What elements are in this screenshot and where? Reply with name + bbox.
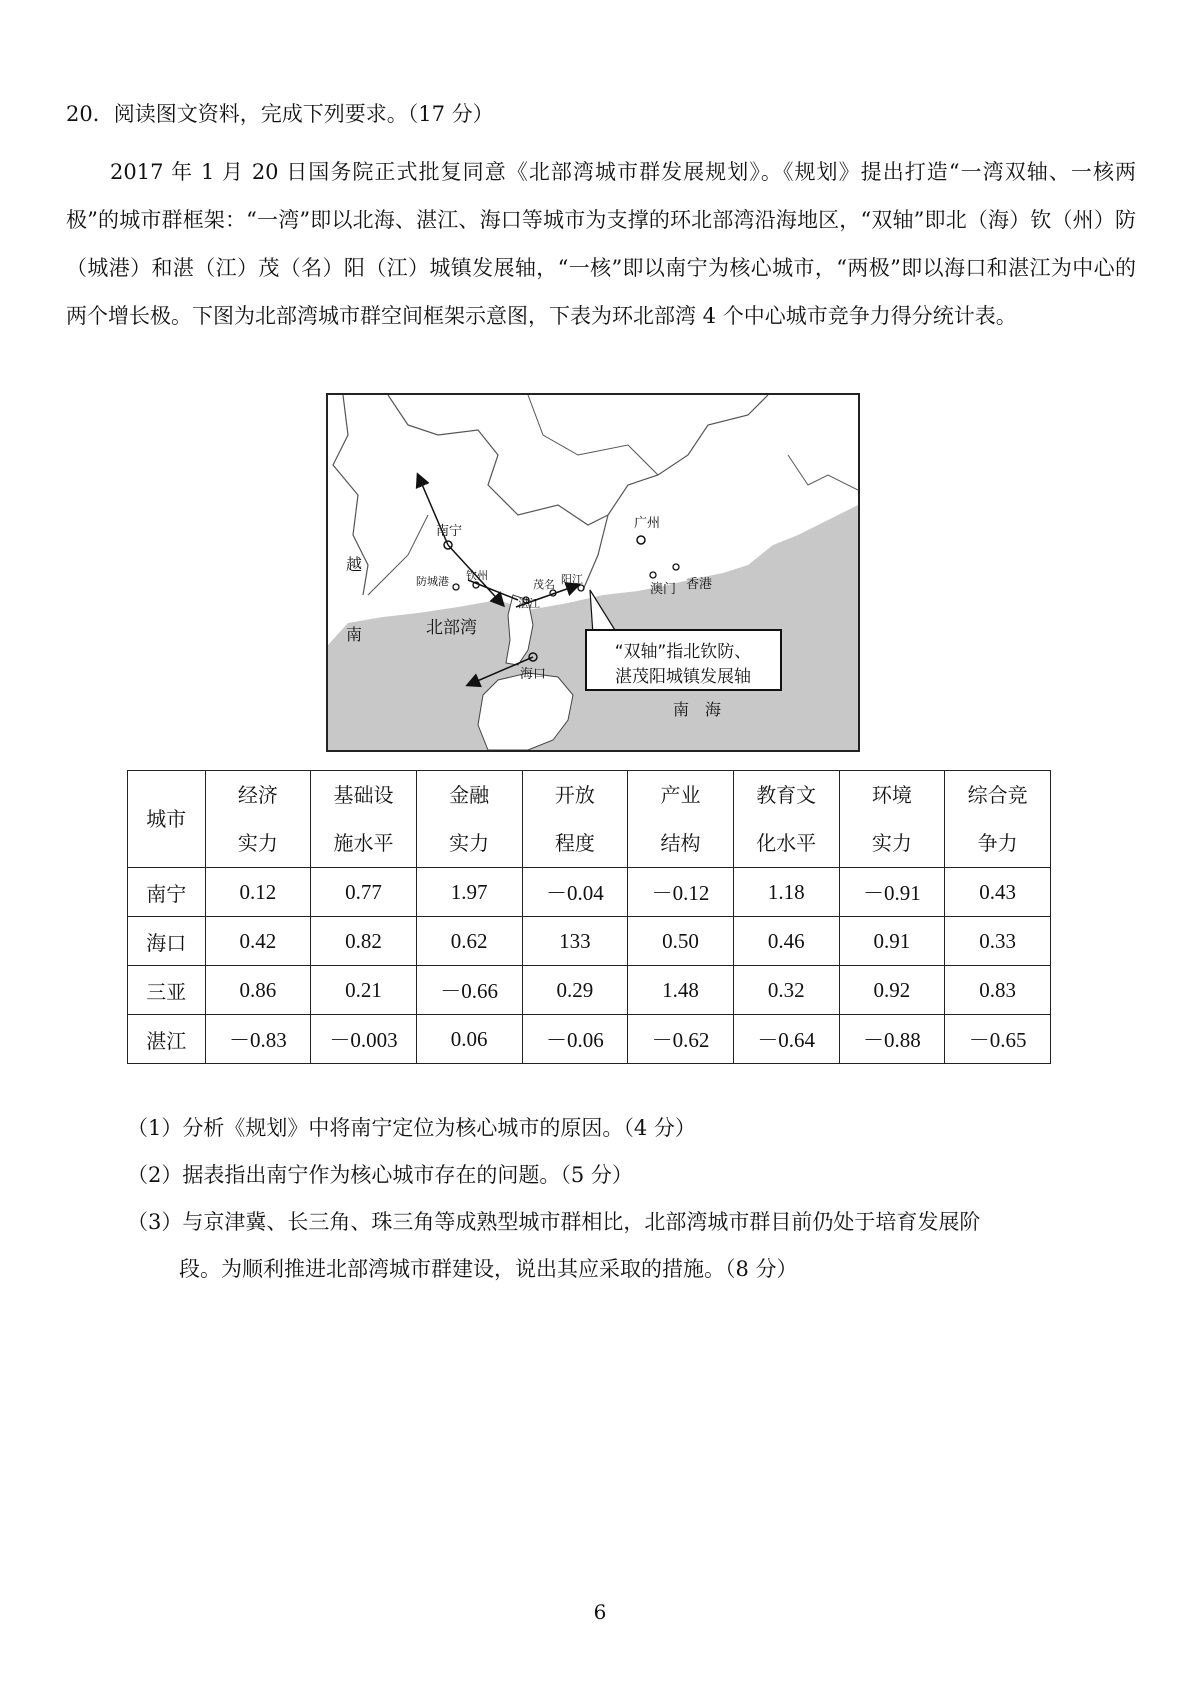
- value-cell: 0.83: [945, 966, 1051, 1015]
- question-title: 20．阅读图文资料，完成下列要求。（17 分）: [66, 102, 494, 126]
- city-cell: 南宁: [128, 868, 206, 917]
- value-cell: 0.33: [945, 917, 1051, 966]
- header-col: 开放 程度: [522, 771, 628, 868]
- callout-line2: 湛茂阳城镇发展轴: [615, 667, 751, 687]
- sub-question-3: [127, 1199, 1137, 1293]
- value-cell: 0.06: [416, 1015, 522, 1064]
- value-cell: 0.86: [205, 966, 311, 1015]
- beibuwan-framework-map: [326, 393, 860, 752]
- value-cell: 0.92: [839, 966, 945, 1015]
- value-cell: 0.46: [733, 917, 839, 966]
- competitiveness-table: [127, 770, 1051, 1064]
- value-cell: 0.43: [945, 868, 1051, 917]
- table-header-row: [128, 771, 1051, 868]
- label-xianggang: 香港: [686, 577, 713, 592]
- sub-questions: [127, 1105, 1137, 1293]
- header-col: 综合竞 争力: [945, 771, 1051, 868]
- label-yue: 越: [346, 555, 363, 574]
- label-guangzhou: 广州: [634, 516, 661, 531]
- value-cell: －0.62: [628, 1015, 734, 1064]
- value-cell: 0.77: [311, 868, 417, 917]
- label-qinzhou: 钦州: [466, 569, 488, 582]
- value-cell: 1.97: [416, 868, 522, 917]
- value-cell: －0.04: [522, 868, 628, 917]
- label-nanning: 南宁: [436, 524, 463, 539]
- value-cell: －0.64: [733, 1015, 839, 1064]
- value-cell: －0.12: [628, 868, 734, 917]
- label-yangjiang: 阳江: [561, 573, 583, 586]
- sub-question-3-line1: （3）与京津冀、长三角、珠三角等成熟型城市群相比，北部湾城市群目前仍处于培育发展阶: [127, 1210, 981, 1234]
- value-cell: －0.83: [205, 1015, 311, 1064]
- value-cell: 0.32: [733, 966, 839, 1015]
- page-number: 6: [593, 1600, 607, 1624]
- value-cell: 0.42: [205, 917, 311, 966]
- city-cell: 海口: [128, 917, 206, 966]
- value-cell: 0.91: [839, 917, 945, 966]
- header-col: 环境 实力: [839, 771, 945, 868]
- table-row: [128, 1015, 1051, 1064]
- value-cell: 0.82: [311, 917, 417, 966]
- value-cell: 0.62: [416, 917, 522, 966]
- value-cell: 0.12: [205, 868, 311, 917]
- city-cell: 湛江: [128, 1015, 206, 1064]
- callout-line1: “双轴”指北钦防、: [614, 642, 752, 662]
- value-cell: 1.18: [733, 868, 839, 917]
- table-row: [128, 868, 1051, 917]
- table-row: [128, 917, 1051, 966]
- sub-question-1: （1）分析《规划》中将南宁定位为核心城市的原因。（4 分）: [127, 1116, 696, 1140]
- value-cell: －0.65: [945, 1015, 1051, 1064]
- value-cell: －0.06: [522, 1015, 628, 1064]
- city-cell: 三亚: [128, 966, 206, 1015]
- header-col: 金融 实力: [416, 771, 522, 868]
- question-intro: 2017 年 1 月 20 日国务院正式批复同意《北部湾城市群发展规划》。《规划》提出打造“一湾双轴、一核两极”的城市群框架：“一湾”即以北海、湛江、海口等城市为支撑的环北部湾沿海地区，“双轴”即北（海）钦（州）防（城港）和湛（江）茂（名）阳（江）城镇发展轴，“一核”即以南宁为核心城市，“两极”即以海口和湛江为中心的两个增长极。下图为北部湾城市群空间框架示意图，下表为环北部湾 4 个中心城市竞争力得分统计表。: [66, 160, 1136, 328]
- label-zhanjiang: 湛江: [518, 597, 540, 610]
- sub-question-3-line2: 段。为顺利推进北部湾城市群建设，说出其应采取的措施。（8 分）: [179, 1257, 798, 1281]
- value-cell: 0.21: [311, 966, 417, 1015]
- sub-question-2: （2）据表指出南宁作为核心城市存在的问题。（5 分）: [127, 1163, 633, 1187]
- header-city: 城市: [128, 771, 206, 868]
- header-col: 经济 实力: [205, 771, 311, 868]
- value-cell: －0.91: [839, 868, 945, 917]
- value-cell: 0.50: [628, 917, 734, 966]
- label-aomen: 澳门: [650, 582, 677, 597]
- label-haikou: 海口: [520, 667, 547, 682]
- label-beibuwan: 北部湾: [426, 618, 477, 638]
- table-row: [128, 966, 1051, 1015]
- value-cell: －0.66: [416, 966, 522, 1015]
- header-col: 基础设 施水平: [311, 771, 417, 868]
- header-col: 教育文 化水平: [733, 771, 839, 868]
- header-col: 产业 结构: [628, 771, 734, 868]
- value-cell: －0.003: [311, 1015, 417, 1064]
- label-maoming: 茂名: [533, 578, 555, 591]
- label-fangchenggang: 防城港: [416, 575, 449, 588]
- value-cell: 1.48: [628, 966, 734, 1015]
- value-cell: 0.29: [522, 966, 628, 1015]
- label-nanhai: 南 海: [673, 700, 722, 719]
- label-nan: 南: [346, 625, 363, 644]
- value-cell: 133: [522, 917, 628, 966]
- value-cell: －0.88: [839, 1015, 945, 1064]
